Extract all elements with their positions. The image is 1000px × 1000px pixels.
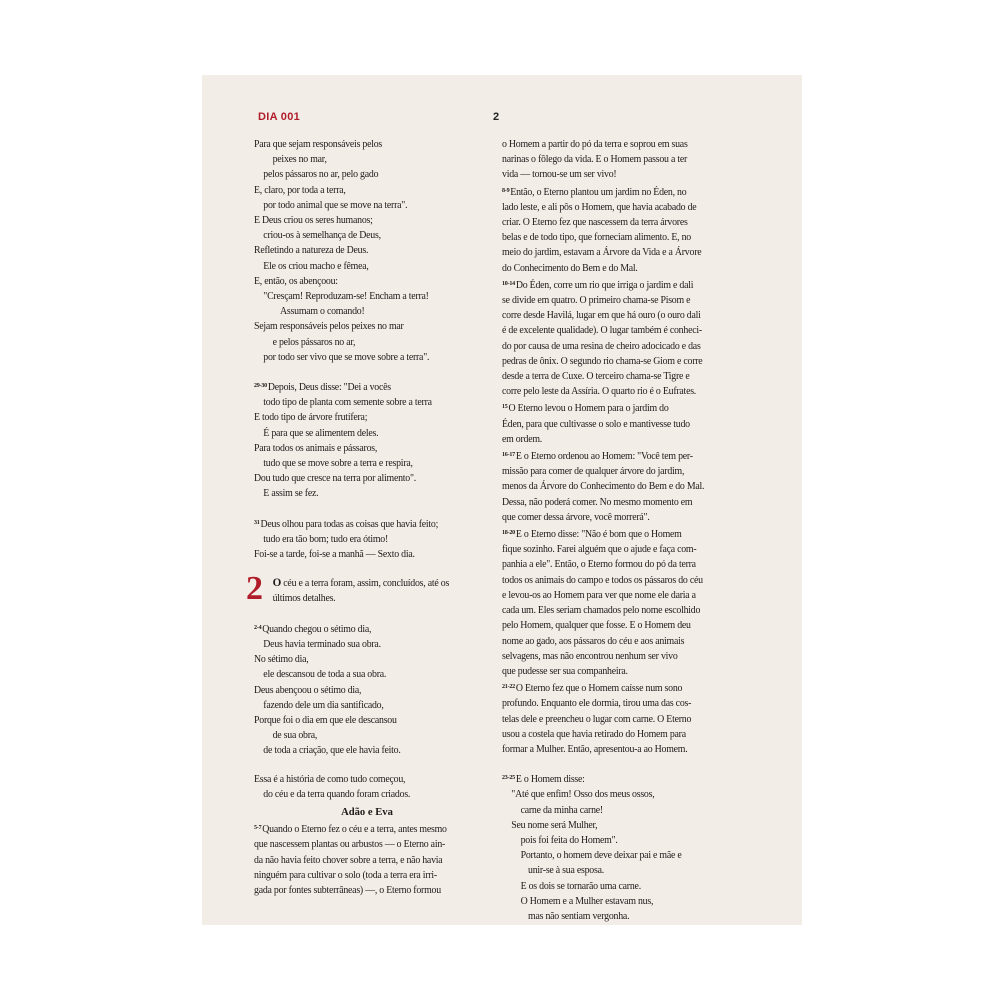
text-line: pois foi feita do Homem". [520,834,618,846]
text-line: Deus abençoou o sétimo dia, [254,684,362,696]
text-line: Ele os criou macho e fêmea, [263,260,369,272]
text-line: narinas o fôlego da vida. E o Homem passou a ter [502,154,688,166]
text-line: Foi-se a tarde, foi-se a manhã — Sexto dia. [254,549,415,561]
text-line: O céu e a terra foram, assim, concluídos, até os [272,575,450,590]
verse-number: 23-25 [502,774,515,782]
text-line: que nascessem plantas ou arbustos — o Eterno ain- [254,839,446,851]
verse-line: $^{29-30}$Depois, Deus disse: "Dei a vocês [254,382,391,394]
text-line: por todo animal que se move na terra". [263,199,408,211]
verse-line: $^{31}$Deus olhou para todas as coisas que havia feito; [254,518,439,530]
verse-number: 2-4 [254,623,262,631]
text-line: unir-se à sua esposa. [528,865,604,877]
text-line: pelos pássaros no ar, pelo gado [263,169,379,181]
day-label: DIA 001 [258,111,301,123]
verse-line: $^{16-17}$E o Eterno ordenou ao Homem: "Você tem per- [502,451,693,463]
text-line: corre pelo leste da Assíria. O quarto rio é o Eufrates. [502,386,697,398]
text-line: selvagens, mas não encontrou nenhum ser vivo [502,650,678,662]
text-line: do por causa de uma resina de cheiro adocicado e das [502,340,701,352]
text-line: Dou tudo que cresce na terra por alimento". [254,473,416,485]
verse-number: 5-7 [254,824,262,832]
chapter-start [246,570,480,608]
text-line: Dessa, não poderá comer. No mesmo momento em [502,496,693,508]
verse-number: 10-14 [502,279,515,287]
text-line: todos os animais do campo e todos os pássaros do céu [502,574,703,586]
text-line: "Cresçam! Reproduzam-se! Encham a terra! [263,291,429,303]
text-line: meio do jardim, estavam a Árvore da Vida e a Árvore [502,247,702,259]
text-line: panhia a ele". Então, o Eterno formou do pó da terra [502,559,696,571]
verse-line: $^{2-4}$Quando chegou o sétimo dia, [254,623,372,635]
text-line: É para que se alimentem deles. [263,427,379,439]
text-line: em ordem. [502,433,543,445]
text-line: que pudesse ser sua companheira. [502,665,628,677]
text-line: Assumam o comando! [280,306,365,318]
text-line: E, claro, por toda a terra, [254,184,346,196]
text-line: se divide em quatro. O primeiro chama-se Pisom e [502,295,691,307]
verse-number: 31 [254,518,260,526]
verse-number: 15 [502,403,508,411]
text-line: corre desde Havilá, lugar em que há ouro (o ouro dali [502,310,701,322]
right-column [502,137,736,924]
text-line: mas não sentiam vergonha. [528,910,630,922]
text-line: vida — tornou-se um ser vivo! [502,169,617,181]
text-line: Deus havia terminado sua obra. [263,638,381,650]
text-line: do Conhecimento do Bem e do Mal. [502,262,638,274]
text-line: é de excelente qualidade). O lugar também é conheci- [502,325,702,337]
text-line: pelo Homem, qualquer que fosse. E o Homem deu [502,620,691,632]
text-line: de sua obra, [272,730,318,742]
text-line: formar a Mulher. Então, apresentou-a ao Homem. [502,743,688,755]
left-column [246,137,480,898]
text-line: usou a costela que havia retirado do Homem para [502,728,686,740]
text-line: cada um. Eles seriam chamados pelo nome escolhido [502,605,701,617]
text-line: da não havia feito chover sobre a terra, e não havia [254,854,443,866]
text-line: Refletindo a natureza de Deus. [254,245,369,257]
text-line: E assim se fez. [263,488,319,500]
text-line: últimos detalhes. [272,593,336,605]
section-title: Adão e Eva [341,806,393,818]
text-line: Sejam responsáveis pelos peixes no mar [254,321,404,333]
text-line: pedras de ônix. O segundo rio chama-se Giom e corre [502,355,703,367]
verse-line: $^{8-9}$Então, o Eterno plantou um jardim no Éden, no [502,186,687,198]
text-line: peixes no mar, [272,154,327,166]
text-line: carne da minha carne! [520,804,603,816]
text-line: criar. O Eterno fez que nascessem da terra árvores [502,217,688,229]
text-line: profundo. Enquanto ele dormia, tirou uma das cos- [502,698,692,710]
text-line: do céu e da terra quando foram criados. [263,788,411,800]
text-line: tudo era tão bom; tudo era ótimo! [263,533,389,545]
text-line: de toda a criação, que ele havia feito. [263,745,401,757]
text-line: telas dele e preencheu o lugar com carne. O Eterno [502,713,692,725]
text-line: Para todos os animais e pássaros, [254,442,378,454]
text-line: e levou-os ao Homem para ver que nome ele daria a [502,589,696,601]
text-line: O Homem e a Mulher estavam nus, [520,895,654,907]
text-line: fazendo dele um dia santificado, [263,699,384,711]
text-line: Essa é a história de como tudo começou, [254,773,406,785]
text-line: No sétimo dia, [254,654,309,666]
text-line: todo tipo de planta com semente sobre a terra [263,397,432,409]
text-line: ele descansou de toda a sua obra. [263,669,387,681]
page-number: 2 [493,111,500,123]
verse-number: 21-22 [502,683,515,691]
text-line: E os dois se tornarão uma carne. [520,880,641,892]
text-line: E, então, os abençoou: [254,275,338,287]
text-line: menos da Árvore do Conhecimento do Bem e do Mal. [502,481,705,493]
text-line: E Deus criou os seres humanos; [254,215,373,227]
text-line: criou-os à semelhança de Deus, [263,230,381,242]
text-line: ninguém para cultivar o solo (toda a terra era irri- [254,869,437,881]
verse-line: $^{15}$O Eterno levou o Homem para o jardim do [502,403,669,415]
text-line: belas e de todo tipo, que forneciam alimento. E, no [502,232,691,244]
text-line: por todo ser vivo que se move sobre a terra". [263,351,430,363]
text-line: Éden, para que cultivasse o solo e mantivesse tudo [502,418,690,430]
text-line: Porque foi o dia em que ele descansou [254,714,397,726]
chapter-number: 2 [246,570,263,608]
text-line: lado leste, e ali pôs o Homem, que havia acabado de [502,201,697,213]
verse-number: 29-30 [254,382,267,390]
text-line: que comer dessa árvore, você morrerá". [502,511,650,523]
verse-number: 16-17 [502,451,515,459]
bible-page [202,75,802,925]
text-line: Portanto, o homem deve deixar pai e mãe e [520,850,682,862]
verse-line: $^{23-25}$E o Homem disse: [502,774,585,786]
verse-number: 18-20 [502,529,515,537]
text-line: tudo que se move sobre a terra e respira, [263,458,413,470]
text-line: "Até que enfim! Osso dos meus ossos, [511,789,655,801]
text-line: fique sozinho. Farei alguém que o ajude e faça com- [502,544,697,556]
text-line: desde a terra de Cuxe. O terceiro chama-se Tigre e [502,371,690,383]
verse-number: 8-9 [502,186,510,194]
text-line: e pelos pássaros no ar, [272,336,356,348]
text-line: E todo tipo de árvore frutífera; [254,412,368,424]
text-line: nome ao gado, aos pássaros do céu e aos animais [502,635,685,647]
text-line: o Homem a partir do pó da terra e soprou em suas [502,139,688,150]
text-line: missão para comer de qualquer árvore do jardim, [502,466,685,478]
text-line: Seu nome será Mulher, [511,819,598,831]
verse-line: $^{10-14}$Do Éden, corre um rio que irriga o jardim e dali [502,279,694,291]
text-line: gada por fontes subterrâneas) —, o Eterno formou [254,884,441,896]
verse-line: $^{18-20}$E o Eterno disse: "Não é bom que o Homem [502,529,682,541]
verse-line: $^{21-22}$O Eterno fez que o Homem caísse num sono [502,683,683,695]
verse-line: $^{5-7}$Quando o Eterno fez o céu e a terra, antes mesmo [254,824,447,836]
text-line: Para que sejam responsáveis pelos [254,139,383,150]
